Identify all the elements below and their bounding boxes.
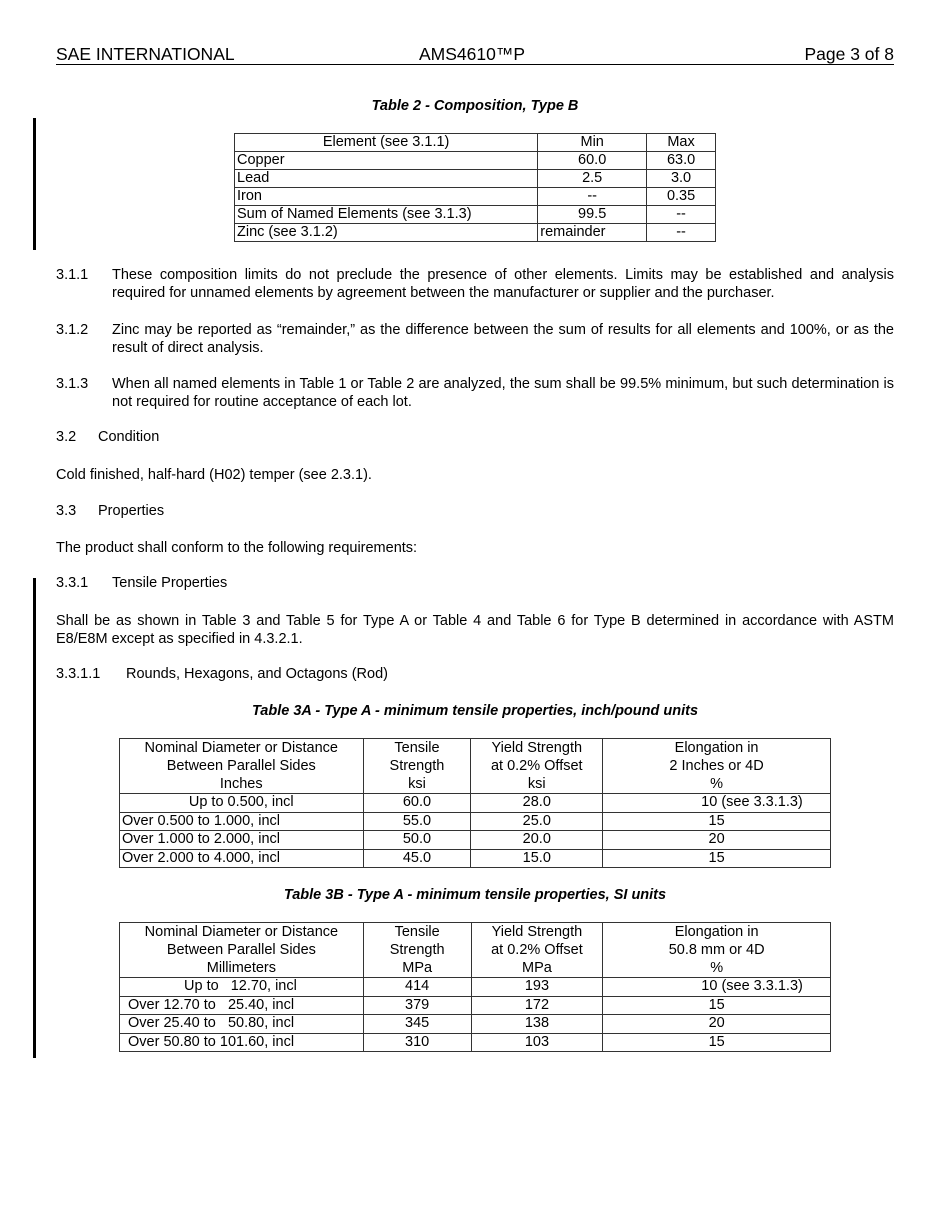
table-cell: 379 bbox=[363, 996, 471, 1015]
section-number: 3.3.1.1 bbox=[56, 666, 101, 682]
table-row bbox=[120, 1015, 831, 1034]
section-number: 3.2 bbox=[56, 429, 77, 445]
table-cell: Zinc (see 3.1.2) bbox=[235, 224, 538, 242]
table2-caption: Table 2 - Composition, Type B bbox=[371, 98, 579, 114]
table3a bbox=[119, 738, 831, 868]
table-cell: 15 bbox=[603, 996, 831, 1015]
table-row bbox=[235, 224, 716, 242]
table-cell: -- bbox=[538, 188, 647, 206]
table-header-cell: Element (see 3.1.1) bbox=[235, 134, 538, 152]
table-cell: 99.5 bbox=[538, 206, 647, 224]
table-cell: Over 1.000 to 2.000, incl bbox=[120, 831, 364, 850]
table-cell: Iron bbox=[235, 188, 538, 206]
section-text: These composition limits do not preclude the presence of other elements. Limits may be established and analysis required for unnamed elements by agreement between the manufacturer or supplier and the purchaser. bbox=[112, 267, 894, 301]
table-row bbox=[120, 978, 831, 997]
section-3-2-heading bbox=[56, 429, 159, 445]
table-cell: 3.0 bbox=[647, 170, 716, 188]
table-cell: Copper bbox=[235, 152, 538, 170]
section-number: 3.3.1 bbox=[56, 575, 89, 591]
table-header-row bbox=[120, 739, 831, 794]
table-cell: 60.0 bbox=[363, 794, 471, 813]
table-header-cell: Min bbox=[538, 134, 647, 152]
table-row bbox=[120, 812, 831, 831]
section-text: When all named elements in Table 1 or Table 2 are analyzed, the sum shall be 99.5% minimum, but such determination is not required for routine acceptance of each lot. bbox=[112, 376, 894, 410]
table-cell: 414 bbox=[363, 978, 471, 997]
table-cell: 50.0 bbox=[363, 831, 471, 850]
section-3-3-1-heading bbox=[56, 575, 227, 591]
table-cell: -- bbox=[647, 224, 716, 242]
table-cell: 138 bbox=[471, 1015, 603, 1034]
section-text: Shall be as shown in Table 3 and Table 5 for Type A or Table 4 and Table 6 for Type B determined in accordance with ASTM E8/E8M except as specified in 4.3.2.1. bbox=[56, 613, 894, 647]
table-cell: 20 bbox=[603, 1015, 831, 1034]
table-header-cell: Elongation in 2 Inches or 4D % bbox=[603, 739, 831, 794]
table-row bbox=[120, 849, 831, 868]
table-cell: 103 bbox=[471, 1033, 603, 1052]
table-cell: Over 12.70 to 25.40, incl bbox=[120, 996, 364, 1015]
table-cell: 0.35 bbox=[647, 188, 716, 206]
table-cell: 45.0 bbox=[363, 849, 471, 868]
table-cell: 15 bbox=[603, 1033, 831, 1052]
table-cell: 10 (see 3.3.1.3) bbox=[603, 794, 831, 813]
section-3-3-text bbox=[56, 539, 894, 557]
section-3-3-1-text bbox=[56, 612, 894, 648]
table-cell: Up to 0.500, incl bbox=[120, 794, 364, 813]
table-cell: 172 bbox=[471, 996, 603, 1015]
table-cell: Over 0.500 to 1.000, incl bbox=[120, 812, 364, 831]
table-row bbox=[120, 1033, 831, 1052]
section-text: The product shall conform to the following requirements: bbox=[56, 540, 418, 556]
table-cell: 193 bbox=[471, 978, 603, 997]
table-cell: 10 (see 3.3.1.3) bbox=[603, 978, 831, 997]
table-row bbox=[235, 170, 716, 188]
section-3-1-2 bbox=[56, 321, 894, 357]
table-row bbox=[235, 152, 716, 170]
table-cell: 15 bbox=[603, 812, 831, 831]
table-cell: 345 bbox=[363, 1015, 471, 1034]
table-cell: Over 50.80 to 101.60, incl bbox=[120, 1033, 364, 1052]
table-cell: 2.5 bbox=[538, 170, 647, 188]
section-number: 3.1.1 bbox=[56, 267, 89, 283]
table-cell: 20.0 bbox=[471, 831, 603, 850]
table-cell: 310 bbox=[363, 1033, 471, 1052]
section-title: Condition bbox=[98, 429, 160, 445]
table-row bbox=[235, 206, 716, 224]
table-row bbox=[120, 794, 831, 813]
table-header-cell: Tensile Strength MPa bbox=[363, 923, 471, 978]
section-text: Zinc may be reported as “remainder,” as the difference between the sum of results for all elements and 100%, or as the result of direct analysis. bbox=[112, 322, 894, 356]
table-header-row bbox=[235, 134, 716, 152]
table3a-caption: Table 3A - Type A - minimum tensile properties, inch/pound units bbox=[251, 703, 699, 719]
section-number: 3.3 bbox=[56, 503, 77, 519]
revision-bar bbox=[33, 118, 36, 250]
table-cell: Over 25.40 to 50.80, incl bbox=[120, 1015, 364, 1034]
section-title: Tensile Properties bbox=[112, 575, 228, 591]
table-cell: -- bbox=[647, 206, 716, 224]
table-header-cell: Max bbox=[647, 134, 716, 152]
table-header-row bbox=[120, 923, 831, 978]
table-cell: 25.0 bbox=[471, 812, 603, 831]
section-3-1-3 bbox=[56, 375, 894, 411]
header-page-number: Page 3 of 8 bbox=[804, 44, 894, 64]
table2 bbox=[234, 133, 716, 242]
table-row bbox=[120, 831, 831, 850]
header-doc-number: AMS4610™P bbox=[419, 44, 526, 64]
table-header-cell: Yield Strength at 0.2% Offset MPa bbox=[471, 923, 603, 978]
table-header-cell: Nominal Diameter or Distance Between Parallel Sides Millimeters bbox=[120, 923, 364, 978]
section-number: 3.1.2 bbox=[56, 322, 89, 338]
table-cell: 60.0 bbox=[538, 152, 647, 170]
table-cell: Lead bbox=[235, 170, 538, 188]
page-header bbox=[56, 44, 894, 65]
table-row bbox=[120, 996, 831, 1015]
section-title: Rounds, Hexagons, and Octagons (Rod) bbox=[126, 666, 388, 682]
table-cell: 28.0 bbox=[471, 794, 603, 813]
table-cell: 15.0 bbox=[471, 849, 603, 868]
table3b-caption: Table 3B - Type A - minimum tensile properties, SI units bbox=[283, 887, 667, 903]
table-header-cell: Elongation in 50.8 mm or 4D % bbox=[603, 923, 831, 978]
table-header-cell: Tensile Strength ksi bbox=[363, 739, 471, 794]
table-cell: remainder bbox=[538, 224, 647, 242]
table-cell: 55.0 bbox=[363, 812, 471, 831]
section-number: 3.1.3 bbox=[56, 376, 89, 392]
table-header-cell: Yield Strength at 0.2% Offset ksi bbox=[471, 739, 603, 794]
table-cell: 20 bbox=[603, 831, 831, 850]
table-row bbox=[235, 188, 716, 206]
table-cell: Sum of Named Elements (see 3.1.3) bbox=[235, 206, 538, 224]
header-org: SAE INTERNATIONAL bbox=[56, 44, 235, 64]
section-3-1-1 bbox=[56, 266, 894, 302]
table-cell: 63.0 bbox=[647, 152, 716, 170]
section-3-3-1-1-heading bbox=[56, 666, 388, 682]
table-cell: Over 2.000 to 4.000, incl bbox=[120, 849, 364, 868]
table-cell: Up to 12.70, incl bbox=[120, 978, 364, 997]
table-cell: 15 bbox=[603, 849, 831, 868]
section-title: Properties bbox=[98, 503, 165, 519]
table3b bbox=[119, 922, 831, 1052]
section-text: Cold finished, half-hard (H02) temper (see 2.3.1). bbox=[56, 467, 372, 483]
table-header-cell: Nominal Diameter or Distance Between Parallel Sides Inches bbox=[120, 739, 364, 794]
revision-bar bbox=[33, 578, 36, 1058]
section-3-2-text bbox=[56, 466, 894, 484]
section-3-3-heading bbox=[56, 503, 164, 519]
